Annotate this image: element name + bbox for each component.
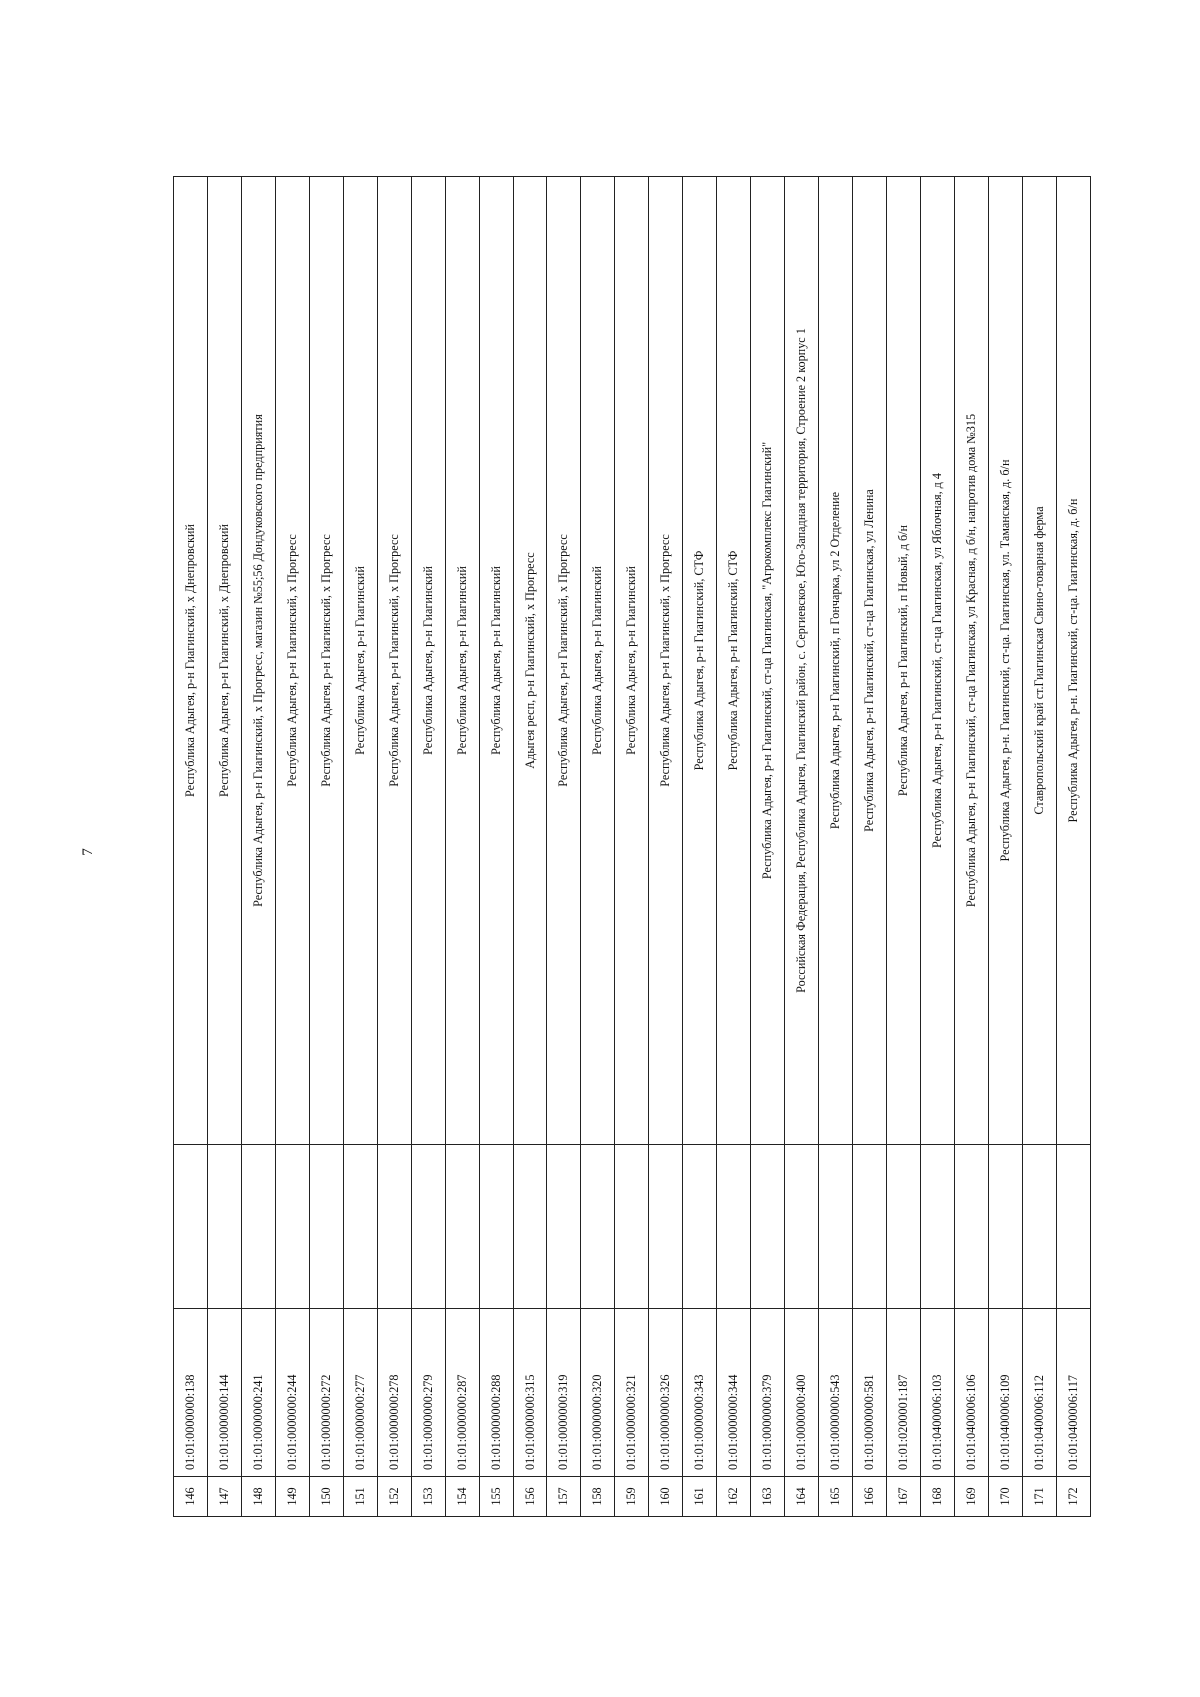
cadastral-number-cell: 01:01:0400006:117 bbox=[1056, 1309, 1090, 1477]
empty-cell bbox=[649, 1145, 683, 1309]
empty-cell bbox=[1056, 1145, 1090, 1309]
address-cell: Республика Адыгея, р-н Гиагинский, п Гончарка, ул 2 Отделение bbox=[819, 177, 853, 1145]
empty-cell bbox=[954, 1145, 988, 1309]
empty-cell bbox=[377, 1145, 411, 1309]
table-row bbox=[479, 177, 513, 1517]
address-cell: Российская Федерация, Республика Адыгея, Гиагинский район, с. Сергиевское, Юго-Западная территория, Строение 2 корпус 1 bbox=[785, 177, 819, 1145]
address-cell: Республика Адыгея, р-н Гиагинский, х Днепровский bbox=[174, 177, 208, 1145]
table-row bbox=[445, 177, 479, 1517]
empty-cell bbox=[853, 1145, 887, 1309]
cadastral-number-cell: 01:01:0000000:543 bbox=[819, 1309, 853, 1477]
table-body bbox=[174, 177, 1091, 1517]
address-cell: Республика Адыгея, р-н Гиагинский, х Прогресс bbox=[377, 177, 411, 1145]
cadastral-number-cell: 01:01:0000000:277 bbox=[343, 1309, 377, 1477]
cadastral-number-cell: 01:01:0000000:315 bbox=[513, 1309, 547, 1477]
empty-cell bbox=[411, 1145, 445, 1309]
address-cell: Республика Адыгея, р-н. Гиагинский, ст-ца. Гиагинская, д. б/н bbox=[1056, 177, 1090, 1145]
table-row bbox=[853, 177, 887, 1517]
address-cell: Республика Адыгея, р-н Гиагинский bbox=[615, 177, 649, 1145]
cadastral-number-cell: 01:01:0000000:320 bbox=[581, 1309, 615, 1477]
cadastral-number-cell: 01:01:0400006:112 bbox=[1022, 1309, 1056, 1477]
cadastral-registry-table bbox=[173, 176, 1091, 1517]
empty-cell bbox=[513, 1145, 547, 1309]
address-cell: Ставропольский край ст.Гиагинская Свино-товарная ферма bbox=[1022, 177, 1056, 1145]
table-row bbox=[717, 177, 751, 1517]
table-row bbox=[954, 177, 988, 1517]
cadastral-number-cell: 01:01:0000000:138 bbox=[174, 1309, 208, 1477]
table-row bbox=[174, 177, 208, 1517]
row-number-cell: 164 bbox=[785, 1477, 819, 1517]
address-cell: Республика Адыгея, р-н Гиагинский bbox=[445, 177, 479, 1145]
table-row bbox=[683, 177, 717, 1517]
cadastral-number-cell: 01:01:0200001:187 bbox=[887, 1309, 921, 1477]
address-cell: Республика Адыгея, р-н Гиагинский, п Новый, д б/н bbox=[887, 177, 921, 1145]
cadastral-number-cell: 01:01:0400006:103 bbox=[920, 1309, 954, 1477]
cadastral-number-cell: 01:01:0000000:279 bbox=[411, 1309, 445, 1477]
row-number-cell: 165 bbox=[819, 1477, 853, 1517]
empty-cell bbox=[309, 1145, 343, 1309]
cadastral-number-cell: 01:01:0000000:144 bbox=[207, 1309, 241, 1477]
address-cell: Республика Адыгея, р-н Гиагинский, ст-ца Гиагинская, ул Яблочная, д 4 bbox=[920, 177, 954, 1145]
row-number-cell: 155 bbox=[479, 1477, 513, 1517]
table-row bbox=[785, 177, 819, 1517]
row-number-cell: 169 bbox=[954, 1477, 988, 1517]
address-cell: Республика Адыгея, р-н Гиагинский, х Прогресс, магазин №55;56 Дондуковского предприятия bbox=[241, 177, 275, 1145]
table-row bbox=[988, 177, 1022, 1517]
row-number-cell: 158 bbox=[581, 1477, 615, 1517]
empty-cell bbox=[581, 1145, 615, 1309]
row-number-cell: 152 bbox=[377, 1477, 411, 1517]
cadastral-number-cell: 01:01:0000000:288 bbox=[479, 1309, 513, 1477]
empty-cell bbox=[683, 1145, 717, 1309]
row-number-cell: 170 bbox=[988, 1477, 1022, 1517]
address-cell: Республика Адыгея, р-н Гиагинский bbox=[479, 177, 513, 1145]
row-number-cell: 162 bbox=[717, 1477, 751, 1517]
row-number-cell: 161 bbox=[683, 1477, 717, 1517]
table-row bbox=[343, 177, 377, 1517]
cadastral-number-cell: 01:01:0000000:343 bbox=[683, 1309, 717, 1477]
table-row bbox=[207, 177, 241, 1517]
row-number-cell: 151 bbox=[343, 1477, 377, 1517]
address-cell: Республика Адыгея, р-н Гиагинский bbox=[411, 177, 445, 1145]
table-row bbox=[309, 177, 343, 1517]
address-cell: Республика Адыгея, р-н Гиагинский, х Прогресс bbox=[309, 177, 343, 1145]
address-cell: Республика Адыгея, р-н Гиагинский bbox=[343, 177, 377, 1145]
empty-cell bbox=[1022, 1145, 1056, 1309]
address-cell: Республика Адыгея, р-н Гиагинский, х Прогресс bbox=[649, 177, 683, 1145]
empty-cell bbox=[785, 1145, 819, 1309]
cadastral-number-cell: 01:01:0000000:244 bbox=[275, 1309, 309, 1477]
table-row bbox=[377, 177, 411, 1517]
empty-cell bbox=[887, 1145, 921, 1309]
row-number-cell: 157 bbox=[547, 1477, 581, 1517]
empty-cell bbox=[445, 1145, 479, 1309]
cadastral-number-cell: 01:01:0000000:272 bbox=[309, 1309, 343, 1477]
cadastral-number-cell: 01:01:0000000:278 bbox=[377, 1309, 411, 1477]
table-row bbox=[649, 177, 683, 1517]
cadastral-number-cell: 01:01:0000000:241 bbox=[241, 1309, 275, 1477]
cadastral-number-cell: 01:01:0000000:287 bbox=[445, 1309, 479, 1477]
cadastral-number-cell: 01:01:0000000:400 bbox=[785, 1309, 819, 1477]
address-cell: Республика Адыгея, р-н Гиагинский, х Днепровский bbox=[207, 177, 241, 1145]
row-number-cell: 166 bbox=[853, 1477, 887, 1517]
row-number-cell: 160 bbox=[649, 1477, 683, 1517]
row-number-cell: 150 bbox=[309, 1477, 343, 1517]
address-cell: Республика Адыгея, р-н Гиагинский bbox=[581, 177, 615, 1145]
address-cell: Республика Адыгея, р-н Гиагинский, ст-ца Гиагинская, ул Красная, д б/н, напротив дома №315 bbox=[954, 177, 988, 1145]
empty-cell bbox=[920, 1145, 954, 1309]
table-row bbox=[275, 177, 309, 1517]
cadastral-number-cell: 01:01:0000000:581 bbox=[853, 1309, 887, 1477]
cadastral-number-cell: 01:01:0000000:319 bbox=[547, 1309, 581, 1477]
table-row bbox=[1022, 177, 1056, 1517]
table-row bbox=[887, 177, 921, 1517]
empty-cell bbox=[547, 1145, 581, 1309]
table-row bbox=[241, 177, 275, 1517]
address-cell: Республика Адыгея, р-н Гиагинский, ст-ца Гиагинская, "Агрокомплекс Гиагинский" bbox=[751, 177, 785, 1145]
rotated-table-wrapper bbox=[173, 177, 1091, 1517]
table-row bbox=[513, 177, 547, 1517]
empty-cell bbox=[207, 1145, 241, 1309]
table-row bbox=[615, 177, 649, 1517]
empty-cell bbox=[241, 1145, 275, 1309]
page-number: 7 bbox=[80, 848, 96, 856]
empty-cell bbox=[751, 1145, 785, 1309]
cadastral-number-cell: 01:01:0400006:106 bbox=[954, 1309, 988, 1477]
address-cell: Республика Адыгея, р-н. Гиагинский, ст-ца. Гиагинская, ул. Таманская, д. б/н bbox=[988, 177, 1022, 1145]
empty-cell bbox=[988, 1145, 1022, 1309]
row-number-cell: 146 bbox=[174, 1477, 208, 1517]
row-number-cell: 147 bbox=[207, 1477, 241, 1517]
cadastral-number-cell: 01:01:0000000:326 bbox=[649, 1309, 683, 1477]
row-number-cell: 168 bbox=[920, 1477, 954, 1517]
table-row bbox=[751, 177, 785, 1517]
empty-cell bbox=[717, 1145, 751, 1309]
row-number-cell: 148 bbox=[241, 1477, 275, 1517]
address-cell: Республика Адыгея, р-н Гиагинский, х Прогресс bbox=[275, 177, 309, 1145]
empty-cell bbox=[479, 1145, 513, 1309]
cadastral-number-cell: 01:01:0400006:109 bbox=[988, 1309, 1022, 1477]
empty-cell bbox=[275, 1145, 309, 1309]
address-cell: Республика Адыгея, р-н Гиагинский, ст-ца Гиагинская, ул Ленина bbox=[853, 177, 887, 1145]
table-row bbox=[411, 177, 445, 1517]
empty-cell bbox=[343, 1145, 377, 1309]
address-cell: Республика Адыгея, р-н Гиагинский, СТФ bbox=[683, 177, 717, 1145]
row-number-cell: 163 bbox=[751, 1477, 785, 1517]
table-row bbox=[581, 177, 615, 1517]
row-number-cell: 149 bbox=[275, 1477, 309, 1517]
row-number-cell: 156 bbox=[513, 1477, 547, 1517]
row-number-cell: 172 bbox=[1056, 1477, 1090, 1517]
empty-cell bbox=[174, 1145, 208, 1309]
table-row bbox=[1056, 177, 1090, 1517]
table-row bbox=[547, 177, 581, 1517]
empty-cell bbox=[615, 1145, 649, 1309]
row-number-cell: 154 bbox=[445, 1477, 479, 1517]
cadastral-number-cell: 01:01:0000000:379 bbox=[751, 1309, 785, 1477]
row-number-cell: 153 bbox=[411, 1477, 445, 1517]
cadastral-number-cell: 01:01:0000000:321 bbox=[615, 1309, 649, 1477]
table-row bbox=[819, 177, 853, 1517]
address-cell: Адыгея респ, р-н Гиагинский, х Прогресс bbox=[513, 177, 547, 1145]
row-number-cell: 159 bbox=[615, 1477, 649, 1517]
row-number-cell: 171 bbox=[1022, 1477, 1056, 1517]
address-cell: Республика Адыгея, р-н Гиагинский, х Прогресс bbox=[547, 177, 581, 1145]
table-row bbox=[920, 177, 954, 1517]
row-number-cell: 167 bbox=[887, 1477, 921, 1517]
cadastral-number-cell: 01:01:0000000:344 bbox=[717, 1309, 751, 1477]
address-cell: Республика Адыгея, р-н Гиагинский, СТФ bbox=[717, 177, 751, 1145]
empty-cell bbox=[819, 1145, 853, 1309]
